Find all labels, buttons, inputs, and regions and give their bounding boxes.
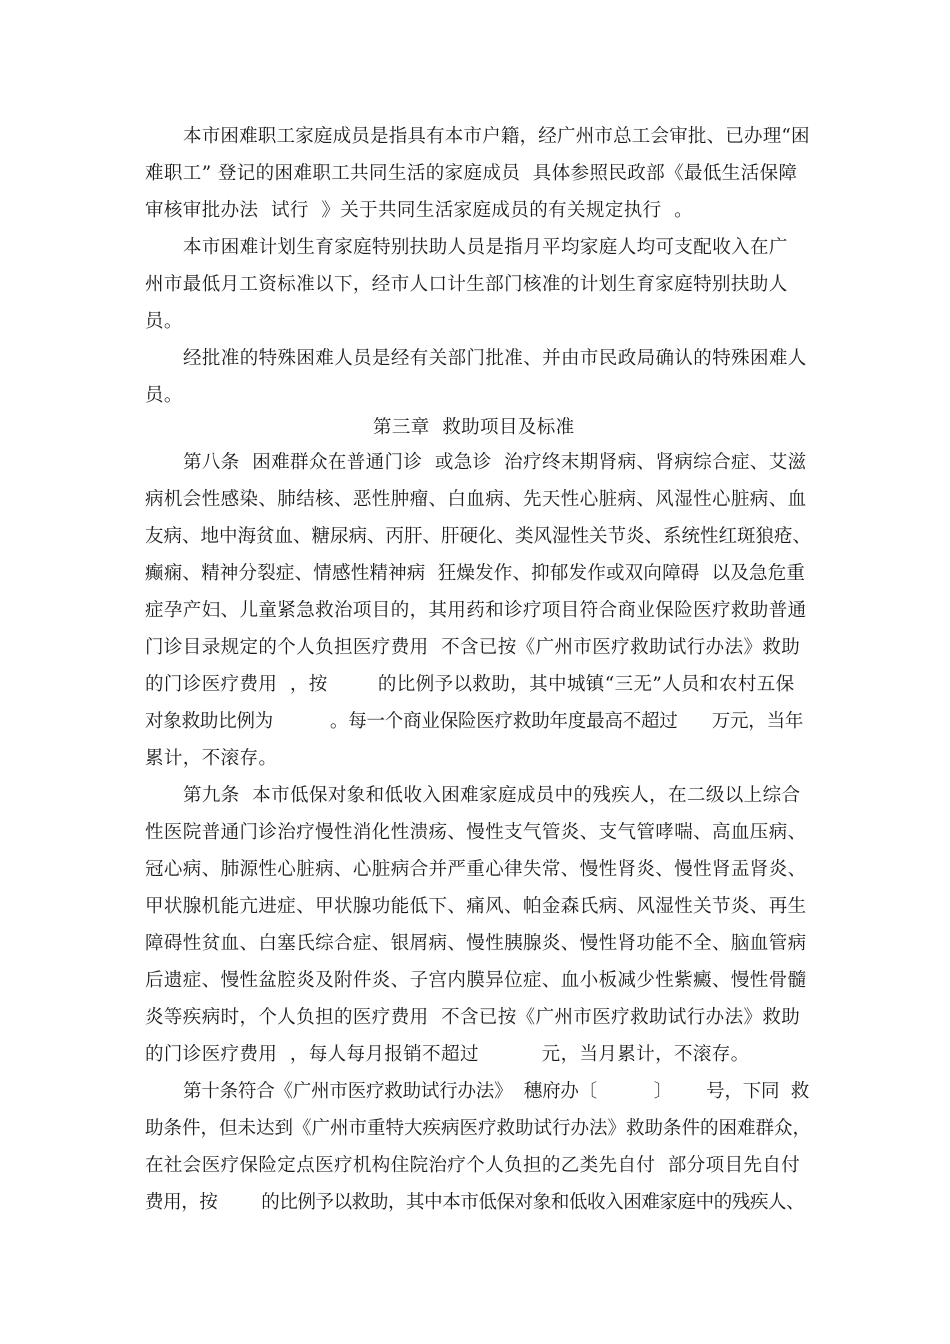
body-line: 炎等疾病时，个人负担的医疗费用 不含已按《广州市医疗救助试行办法》救助 xyxy=(145,1007,801,1028)
body-line: 的门诊医疗费用 ，按 的比例予以救助，其中城镇“三无”人员和农村五保 xyxy=(145,674,795,695)
body-line: 第八条 困难群众在普通门诊 或急诊 治疗终末期肾病、肾病综合症、艾滋 xyxy=(183,452,807,473)
body-line: 在社会医疗保险定点医疗机构住院治疗个人负担的乙类先自付 部分项目先自付 xyxy=(145,1155,801,1176)
body-line: 障碍性贫血、白塞氏综合症、银屑病、慢性胰腺炎、慢性肾功能不全、脑血管病 xyxy=(145,933,807,954)
body-line: 病机会性感染、肺结核、恶性肿瘤、白血病、先天性心脏病、风湿性心脏病、血 xyxy=(145,489,807,510)
chapter-heading: 第三章 救助项目及标准 xyxy=(373,417,575,438)
body-line: 审核审批办法 试行 》关于共同生活家庭成员的有关规定执行 。 xyxy=(145,200,693,221)
body-line: 本市困难计划生育家庭特别扶助人员是指月平均家庭人均可支配收入在广 xyxy=(183,237,788,258)
body-line: 对象救助比例为 。每一个商业保险医疗救助年度最高不超过 万元，当年 xyxy=(145,711,804,732)
body-line: 第十条符合《广州市医疗救助试行办法》 穗府办〔 〕 号，下同 救 xyxy=(183,1081,810,1102)
body-line: 难职工” 登记的困难职工共同生活的家庭成员 具体参照民政部《最低生活保障 xyxy=(145,163,798,184)
body-line: 冠心病、肺源性心脏病、心脏病合并严重心律失常、慢性肾炎、慢性肾盂肾炎、 xyxy=(145,859,807,880)
body-line: 员。 xyxy=(145,311,183,332)
body-line: 后遗症、慢性盆腔炎及附件炎、子宫内膜异位症、血小板减少性紫癜、慢性骨髓 xyxy=(145,970,807,991)
body-line: 员。 xyxy=(145,385,183,406)
body-line: 经批准的特殊困难人员是经有关部门批准、并由市民政局确认的特殊困难人 xyxy=(183,348,807,369)
body-line: 的门诊医疗费用 ，每人每月报销不超过 元，当月累计，不滚存。 xyxy=(145,1044,750,1065)
body-line: 费用，按 的比例予以救助，其中本市低保对象和低收入困难家庭中的残疾人、 xyxy=(145,1192,805,1213)
body-line: 助条件，但未达到《广州市重特大疾病医疗救助试行办法》救助条件的困难群众， xyxy=(145,1118,812,1139)
body-line: 第九条 本市低保对象和低收入困难家庭成员中的残疾人，在二级以上综合 xyxy=(183,785,801,806)
body-line: 门诊目录规定的个人负担医疗费用 不含已按《广州市医疗救助试行办法》救助 xyxy=(145,637,801,658)
body-line: 甲状腺机能亢进症、甲状腺功能低下、痛风、帕金森氏病、风湿性关节炎、再生 xyxy=(145,896,807,917)
body-line: 友病、地中海贫血、糖尿病、丙肝、肝硬化、类风湿性关节炎、系统性红斑狼疮、 xyxy=(145,526,812,547)
body-line: 性医院普通门诊治疗慢性消化性溃疡、慢性支气管炎、支气管哮喘、高血压病、 xyxy=(145,822,807,843)
body-line: 本市困难职工家庭成员是指具有本市户籍，经广州市总工会审批、已办理“困 xyxy=(183,126,810,147)
body-line: 累计，不滚存。 xyxy=(145,748,278,769)
body-line: 癫痫、精神分裂症、情感性精神病 狂燥发作、抑郁发作或双向障碍 以及急危重 xyxy=(145,563,806,584)
body-line: 州市最低月工资标准以下，经市人口计生部门核准的计划生育家庭特别扶助人 xyxy=(145,274,788,295)
body-line: 症孕产妇、儿童紧急救治项目的，其用药和诊疗项目符合商业保险医疗救助普通 xyxy=(145,600,807,621)
